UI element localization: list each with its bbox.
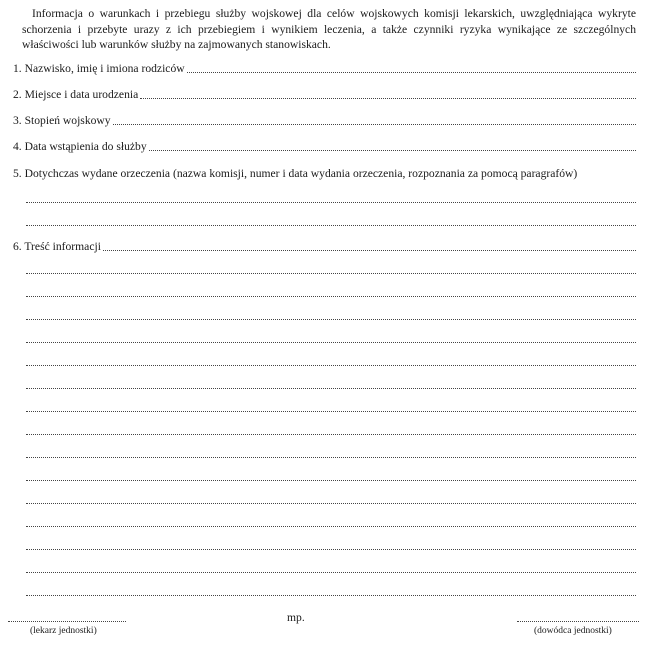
field-rank[interactable] xyxy=(13,114,636,128)
info-content-line[interactable] xyxy=(26,365,636,366)
info-content-line[interactable] xyxy=(26,572,636,573)
intro-paragraph: Informacja o warunkach i przebiegu służby wojskowej dla celów wojskowych komisji lekarskich, uwzględniająca wykryte schorzenia i przebyte urazy z ich przebiegiem i wynikiem leczenia, a także czynniki ryzyka wynikające ze szczególnych właściwości lub warunków służby na zajmowanych stanowiskach. xyxy=(22,7,636,51)
prior-rulings-line[interactable] xyxy=(26,225,636,226)
field-info-content[interactable] xyxy=(13,240,636,254)
field-prior-rulings-label: 5. Dotychczas wydane orzeczenia (nazwa komisji, numer i data wydania orzeczenia, rozpoznania za pomocą paragrafów) xyxy=(13,167,578,180)
info-content-line[interactable] xyxy=(26,457,636,458)
field-rank-label: 3. Stopień wojskowy xyxy=(13,114,111,127)
commander-signature-line[interactable] xyxy=(517,621,639,622)
info-content-line[interactable] xyxy=(26,549,636,550)
field-name-label: 1. Nazwisko, imię i imiona rodziców xyxy=(13,62,185,75)
field-info-content-label: 6. Treść informacji xyxy=(13,240,101,253)
field-service-start[interactable] xyxy=(13,140,636,154)
field-rank-line xyxy=(113,124,636,125)
field-name-line xyxy=(187,72,636,73)
info-content-line[interactable] xyxy=(26,526,636,527)
info-content-line[interactable] xyxy=(26,595,636,596)
field-prior-rulings xyxy=(13,167,636,181)
field-service-start-label: 4. Data wstąpienia do służby xyxy=(13,140,147,153)
info-content-line[interactable] xyxy=(26,411,636,412)
info-content-line[interactable] xyxy=(26,388,636,389)
info-content-line[interactable] xyxy=(26,480,636,481)
commander-signature-label: (dowódca jednostki) xyxy=(534,626,612,636)
prior-rulings-line[interactable] xyxy=(26,202,636,203)
field-name[interactable] xyxy=(13,62,636,76)
field-info-content-line xyxy=(103,250,636,251)
info-content-line[interactable] xyxy=(26,342,636,343)
info-content-line[interactable] xyxy=(26,319,636,320)
info-content-line[interactable] xyxy=(26,434,636,435)
info-content-line[interactable] xyxy=(26,273,636,274)
field-birth-line xyxy=(140,98,636,99)
doctor-signature-label: (lekarz jednostki) xyxy=(30,626,97,636)
field-service-start-line xyxy=(149,150,636,151)
field-birth-label: 2. Miejsce i data urodzenia xyxy=(13,88,139,101)
stamp-placeholder: mp. xyxy=(287,611,305,624)
doctor-signature-line[interactable] xyxy=(8,621,126,622)
field-birth[interactable] xyxy=(13,88,636,102)
info-content-line[interactable] xyxy=(26,503,636,504)
info-content-line[interactable] xyxy=(26,296,636,297)
